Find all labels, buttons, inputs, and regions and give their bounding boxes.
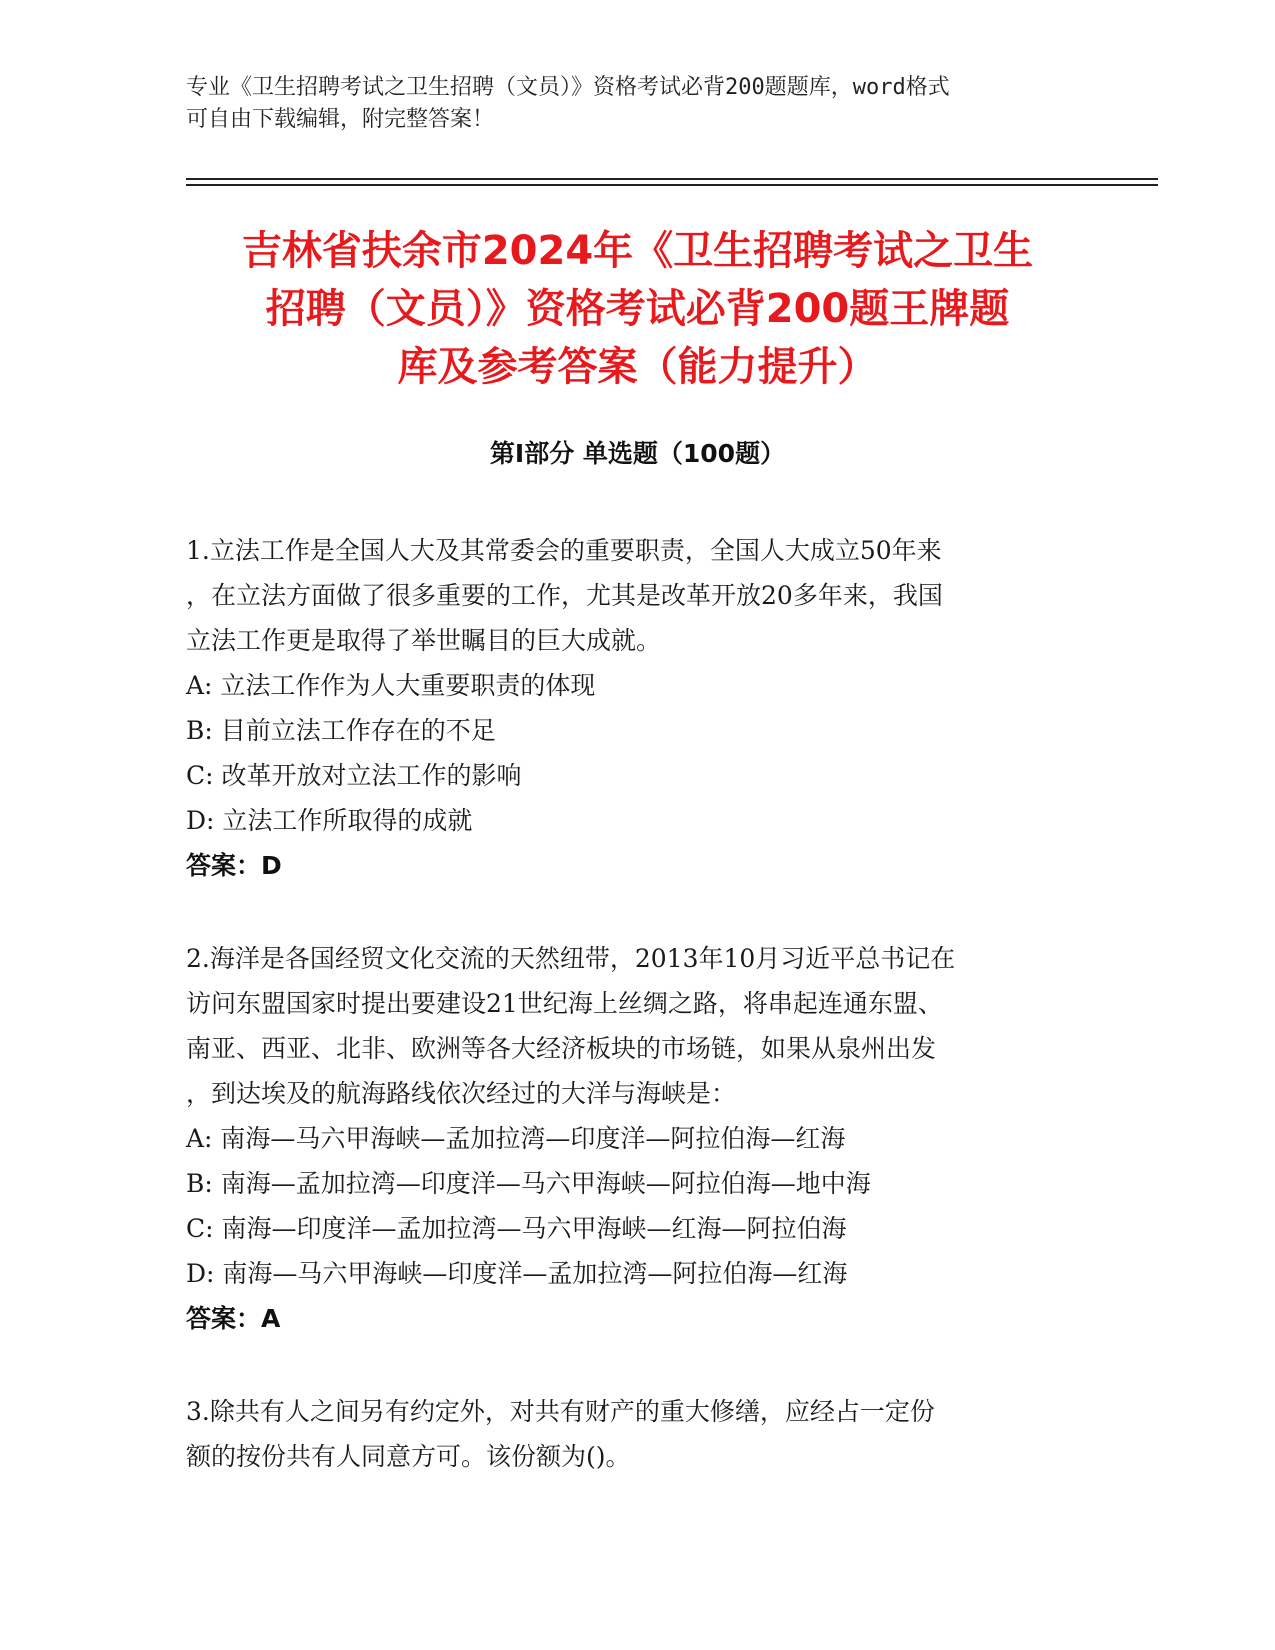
answer-key: 答案：A bbox=[186, 1304, 281, 1333]
option-a: A: 立法工作作为人大重要职责的体现 bbox=[186, 671, 596, 700]
question-stem: 3.除共有人之间另有约定外，对共有财产的重大修缮，应经占一定份 bbox=[186, 1397, 935, 1426]
option-d: D: 立法工作所取得的成就 bbox=[186, 806, 473, 835]
header-divider bbox=[186, 184, 1158, 186]
header-divider bbox=[186, 178, 1158, 180]
question-stem: ，在立法方面做了很多重要的工作，尤其是改革开放20多年来，我国 bbox=[186, 581, 943, 610]
question-item bbox=[186, 528, 1086, 888]
question-stem: 2.海洋是各国经贸文化交流的天然纽带，2013年10月习近平总书记在 bbox=[186, 944, 956, 973]
question-stem: 额的按份共有人同意方可。该份额为()。 bbox=[186, 1442, 631, 1471]
header-note-line: 专业《卫生招聘考试之卫生招聘（文员）》资格考试必背200题题库，word格式 bbox=[186, 75, 950, 100]
question-stem: 访问东盟国家时提出要建设21世纪海上丝绸之路，将串起连通东盟、 bbox=[186, 989, 943, 1018]
question-stem: 1.立法工作是全国人大及其常委会的重要职责，全国人大成立50年来 bbox=[186, 536, 942, 565]
answer-key: 答案：D bbox=[186, 851, 282, 880]
option-b: B: 南海—孟加拉湾—印度洋—马六甲海峡—阿拉伯海—地中海 bbox=[186, 1169, 871, 1198]
option-a: A: 南海—马六甲海峡—孟加拉湾—印度洋—阿拉伯海—红海 bbox=[186, 1124, 846, 1153]
option-d: D: 南海—马六甲海峡—印度洋—孟加拉湾—阿拉伯海—红海 bbox=[186, 1259, 848, 1288]
title-line: 吉林省扶余市2024年《卫生招聘考试之卫生 bbox=[241, 228, 1034, 274]
question-stem: 南亚、西亚、北非、欧洲等各大经济板块的市场链，如果从泉州出发 bbox=[186, 1034, 937, 1063]
header-note bbox=[186, 72, 1066, 136]
option-b: B: 目前立法工作存在的不足 bbox=[186, 716, 496, 745]
question-item bbox=[186, 936, 1086, 1341]
header-note-line: 可自由下载编辑，附完整答案！ bbox=[186, 107, 495, 132]
question-list bbox=[186, 528, 1086, 1527]
question-stem: ，到达埃及的航海路线依次经过的大洋与海峡是： bbox=[186, 1079, 737, 1108]
section-heading: 第I部分 单选题（100题） bbox=[489, 439, 786, 468]
title-line: 招聘（文员）》资格考试必背200题王牌题 bbox=[265, 286, 1010, 332]
option-c: C: 南海—印度洋—孟加拉湾—马六甲海峡—红海—阿拉伯海 bbox=[186, 1214, 847, 1243]
option-c: C: 改革开放对立法工作的影响 bbox=[186, 761, 522, 790]
document-title bbox=[150, 222, 1125, 396]
question-item bbox=[186, 1389, 1086, 1479]
question-stem: 立法工作更是取得了举世瞩目的巨大成就。 bbox=[186, 626, 662, 655]
title-line: 库及参考答案（能力提升） bbox=[397, 344, 878, 390]
